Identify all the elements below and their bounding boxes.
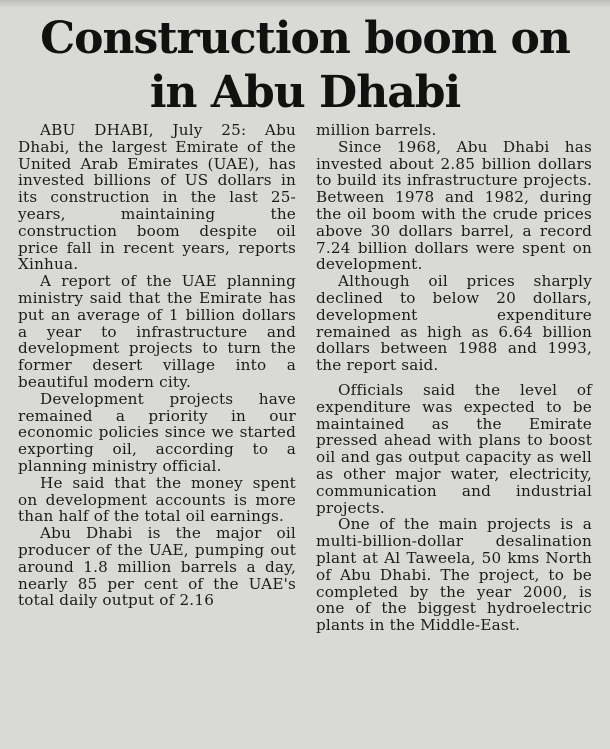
paragraph-money: He said that the money spent on development accounts is more than half of the total oil earnings. bbox=[18, 473, 296, 526]
clipping-top-edge bbox=[0, 0, 610, 8]
paragraph-desalination: One of the main projects is a multi-billion-dollar desalination plant at Al Taweela, 50 kms North of Abu Dhabi. The project, to be completed by the year 2000, is one of the biggest hydroelectric plants in the Middle-East. bbox=[316, 515, 592, 635]
paragraph-report: A report of the UAE planning ministry said that the Emirate has put an average of 1 billion dollars a year to infrastructure and development projects to turn the former desert village into a beautiful modern city. bbox=[18, 272, 296, 391]
paragraph-since-1968: Since 1968, Abu Dhabi has invested about 2.85 billion dollars to build its infrastructure projects. Between 1978 and 1982, during the oil boom with the crude prices above 30 dollars barrel, a record 7.24 billion dollars were spent on development. bbox=[316, 137, 592, 274]
headline bbox=[0, 12, 610, 120]
headline-line-1: Construction boom on bbox=[40, 13, 570, 64]
paragraph-officials: Officials said the level of expenditure was expected to be maintained as the Emirate pressed ahead with plans to boost oil and gas output capacity as well as other major water, electricity, communication and industrial projects. bbox=[316, 380, 592, 517]
paragraph-oil-prices: Although oil prices sharply declined to below 20 dollars, development expenditure remained as high as 6.64 billion dollars between 1988 and 1993, the report said. bbox=[316, 272, 592, 375]
paragraph-continued: million barrels. bbox=[316, 121, 437, 139]
article-column-left bbox=[18, 122, 296, 609]
headline-line-2: in Abu Dhabi bbox=[149, 67, 461, 118]
article-column-right bbox=[316, 122, 592, 634]
paragraph-priority: Development projects have remained a priority in our economic policies since we started exporting oil, according to a planning ministry official. bbox=[18, 389, 296, 475]
paragraph-dateline: ABU DHABI, July 25: Abu Dhabi, the largest Emirate of the United Arab Emirates (UAE), has invested billions of US dollars in its construction in the last 25-years, maintaining the construction boom despite oil price fall in recent years, reports Xinhua. bbox=[18, 121, 296, 274]
paragraph-producer: Abu Dhabi is the major oil producer of the UAE, pumping out around 1.8 million barrels a day, nearly 85 per cent of the UAE's total daily output of 2.16 bbox=[18, 524, 296, 610]
